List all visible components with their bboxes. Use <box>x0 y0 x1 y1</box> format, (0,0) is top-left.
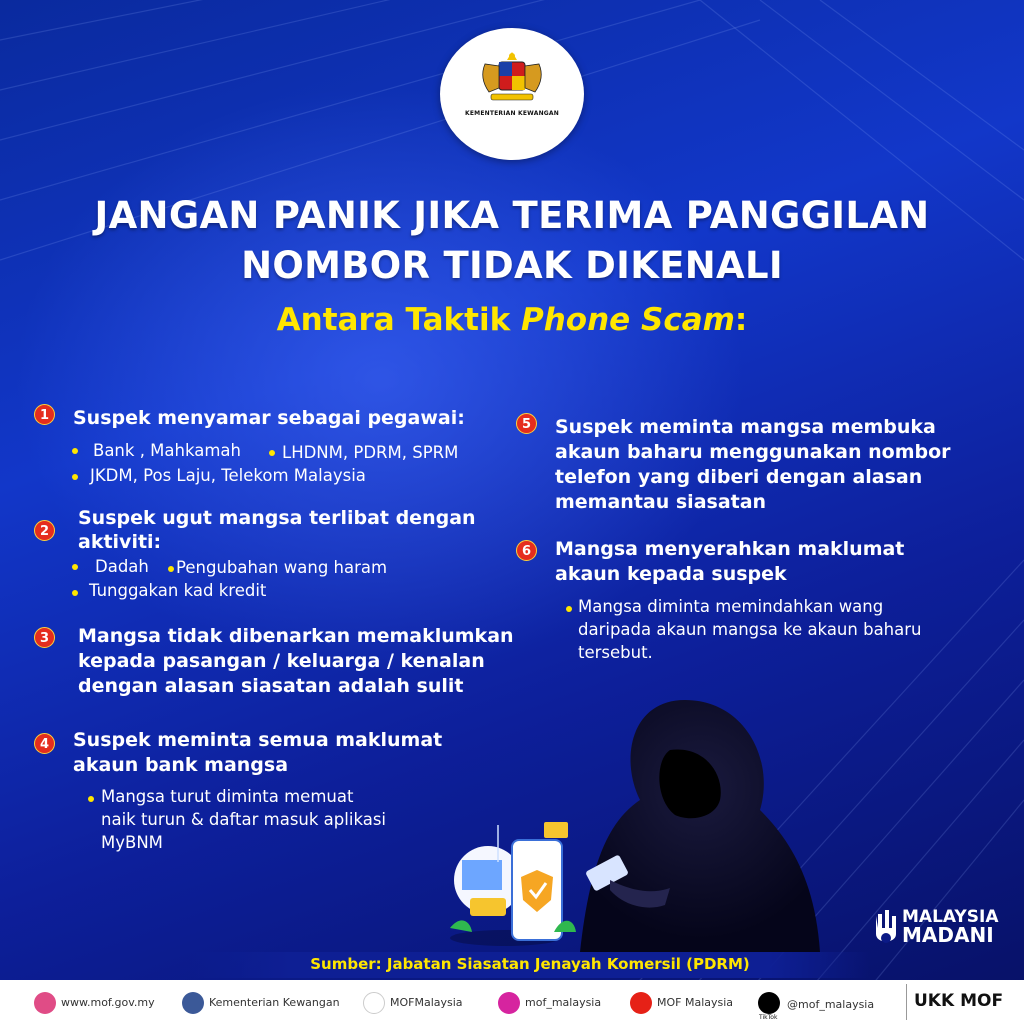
item-heading: dengan alasan siasatan adalah sulit <box>78 675 464 697</box>
x-icon <box>363 992 385 1014</box>
footer-link-label: @mof_malaysia <box>787 998 875 1011</box>
tiktok-icon <box>758 992 780 1014</box>
item-number-badge: 2 <box>34 520 55 541</box>
bullet-text: MyBNM <box>101 833 163 852</box>
item-heading: Suspek meminta mangsa membuka <box>555 416 936 438</box>
bullet-dot <box>269 450 275 456</box>
tiktok-sub-label: TikTok <box>759 1014 778 1021</box>
item-heading: kepada pasangan / keluarga / kenalan <box>78 650 485 672</box>
page-title-line-1: JANGAN PANIK JIKA TERIMA PANGGILAN <box>94 194 930 237</box>
subtitle-suffix: : <box>734 302 748 338</box>
bullet-text: Pengubahan wang haram <box>176 558 388 577</box>
item-heading: akaun kepada suspek <box>555 563 787 585</box>
bullet-text: Mangsa diminta memindahkan wang <box>578 597 884 616</box>
item-heading: memantau siasatan <box>555 491 767 513</box>
bullet-dot <box>88 796 94 802</box>
bullet-text: naik turun & daftar masuk aplikasi <box>101 810 386 829</box>
source-text: Sumber: Jabatan Siasatan Jenayah Komersil (PDRM) <box>310 955 750 973</box>
footer-divider <box>906 984 907 1020</box>
footer-link-label: MOFMalaysia <box>390 996 463 1009</box>
madani-line-1: MALAYSIA <box>902 907 999 927</box>
source-bar <box>190 952 870 978</box>
item-heading: Suspek meminta semua maklumat <box>73 729 443 751</box>
subtitle-prefix: Antara Taktik <box>276 302 522 338</box>
youtube-icon <box>630 992 652 1014</box>
bullet-dot <box>566 606 572 612</box>
footer-brand: UKK MOF <box>914 991 1004 1011</box>
item-heading: akaun baharu menggunakan nombor <box>555 441 951 463</box>
bullet-text: Dadah <box>95 557 149 576</box>
item-number-badge: 4 <box>34 733 55 754</box>
bullet-text: JKDM, Pos Laju, Telekom Malaysia <box>90 466 366 485</box>
footer-link-label: www.mof.gov.my <box>61 996 155 1009</box>
page-title-line-2: NOMBOR TIDAK DIKENALI <box>241 244 783 287</box>
item-heading: Suspek menyamar sebagai pegawai: <box>73 407 465 429</box>
madani-line-2: MADANI <box>902 923 994 947</box>
bullet-text: Bank , Mahkamah <box>93 441 242 460</box>
item-number-badge: 6 <box>516 540 537 561</box>
item-heading: Mangsa tidak dibenarkan memaklumkan <box>78 625 514 647</box>
footer-link-label: MOF Malaysia <box>657 996 734 1009</box>
ministry-logo <box>440 28 584 160</box>
footer-link-label: Kementerian Kewangan <box>209 996 340 1009</box>
bullet-dot <box>72 590 78 596</box>
phone-shield-illustration <box>450 820 590 950</box>
facebook-icon <box>182 992 204 1014</box>
bullet-text: tersebut. <box>578 643 653 662</box>
item-heading: aktiviti: <box>78 531 162 553</box>
hooded-hacker-icon <box>570 690 840 952</box>
dribbble-icon <box>34 992 56 1014</box>
item-heading: akaun bank mangsa <box>73 754 289 776</box>
bullet-dot <box>72 564 78 570</box>
footer-bar <box>0 980 1024 1024</box>
madani-hand-icon <box>872 906 900 950</box>
jata-negara-emblem <box>477 50 547 106</box>
instagram-icon <box>498 992 520 1014</box>
page-subtitle <box>0 302 1024 338</box>
item-number-badge: 5 <box>516 413 537 434</box>
item-heading: Mangsa menyerahkan maklumat <box>555 538 905 560</box>
malaysia-madani-logo <box>872 906 999 955</box>
footer-link-label: mof_malaysia <box>525 996 602 1009</box>
item-number-badge: 3 <box>34 627 55 648</box>
bullet-text: LHDNM, PDRM, SPRM <box>282 443 459 462</box>
bullet-dot <box>72 474 78 480</box>
item-heading: telefon yang diberi dengan alasan <box>555 466 923 488</box>
bullet-text: Tunggakan kad kredit <box>89 581 267 600</box>
bullet-text: daripada akaun mangsa ke akaun baharu <box>578 620 922 639</box>
item-heading: Suspek ugut mangsa terlibat dengan <box>78 507 476 529</box>
bullet-dot <box>168 566 174 572</box>
bullet-dot <box>72 448 78 454</box>
subtitle-emphasis: Phone Scam <box>521 302 735 338</box>
ministry-name: KEMENTERIAN KEWANGAN <box>465 110 559 117</box>
item-number-badge: 1 <box>34 404 55 425</box>
bullet-text: Mangsa turut diminta memuat <box>101 787 354 806</box>
